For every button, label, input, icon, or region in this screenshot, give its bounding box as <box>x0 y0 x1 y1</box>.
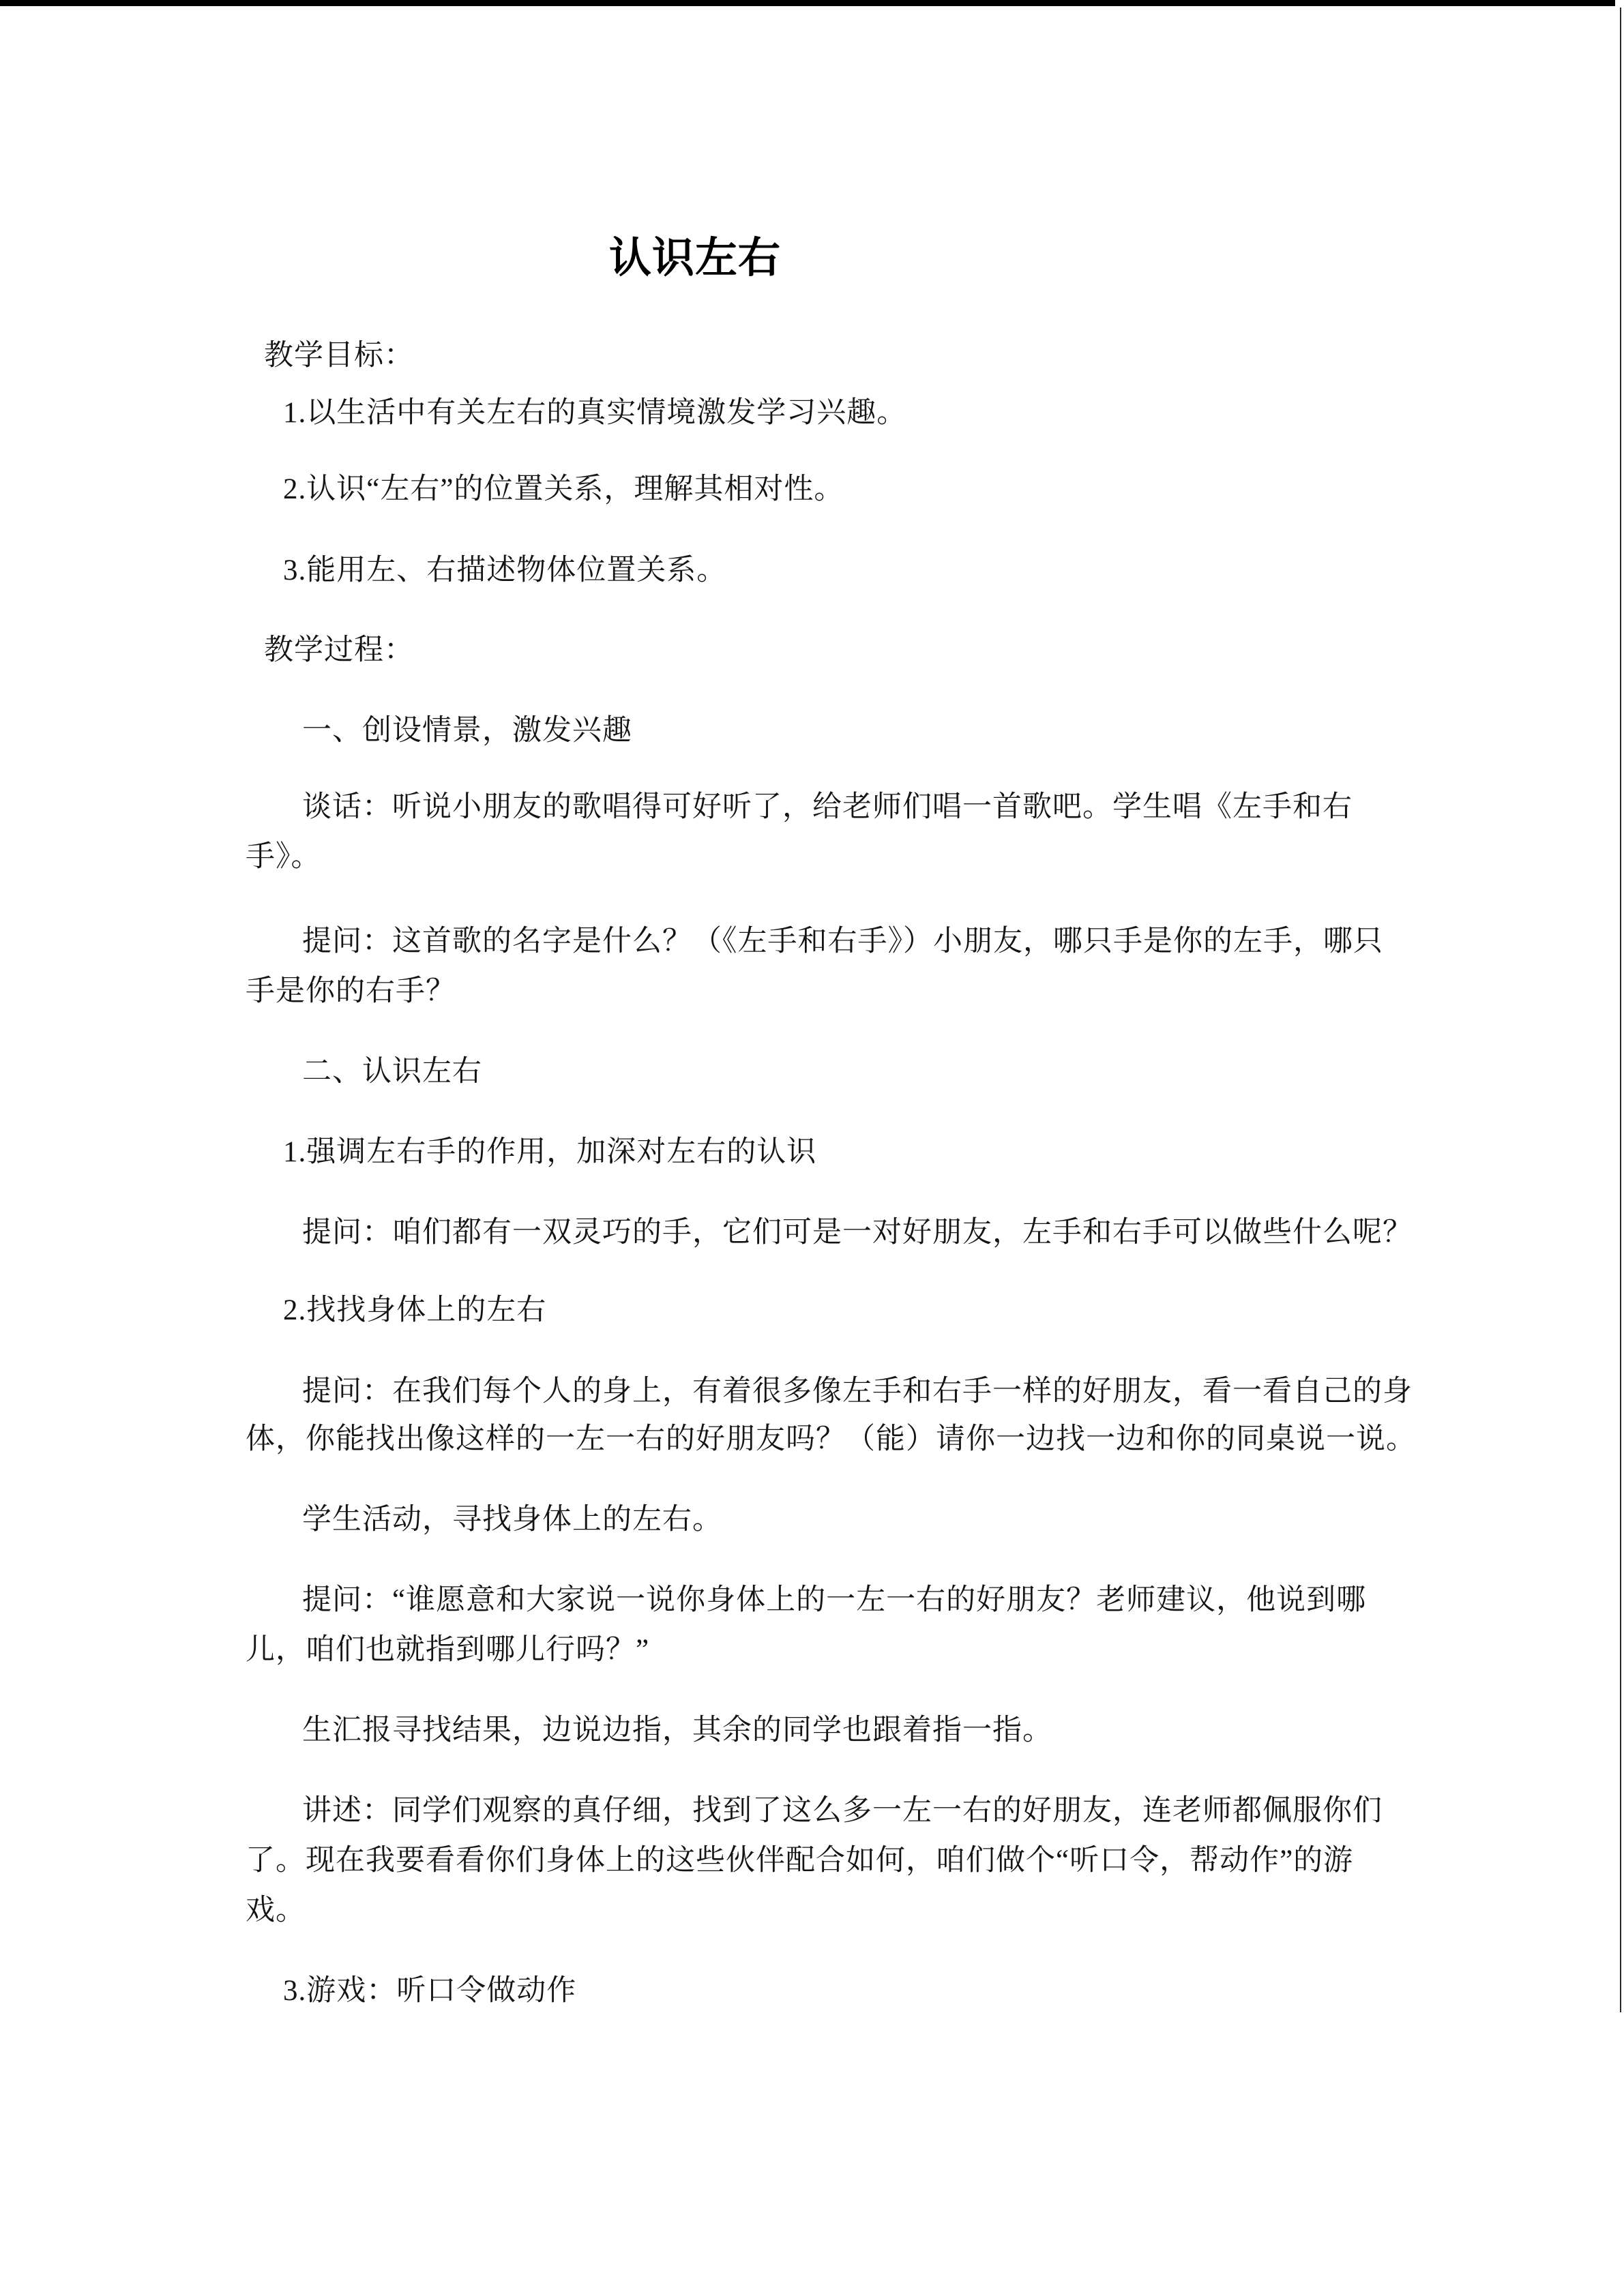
document-title: 认识左右 <box>608 235 782 282</box>
paragraph-line: 体，你能找出像这样的一左一右的好朋友吗？（能）请你一边找一边和你的同桌说一说。 <box>246 1423 1416 1455</box>
paragraph-line: 学生活动，寻找身体上的左右。 <box>302 1504 722 1536</box>
page-edge-line <box>1620 8 1621 2012</box>
paragraph-line: 提问：这首歌的名字是什么？（《左手和右手》）小朋友，哪只手是你的左手，哪只 <box>302 925 1383 957</box>
paragraph-line: 教学过程： <box>264 634 414 666</box>
paragraph-line: 3.能用左、右描述物体位置关系。 <box>283 554 727 586</box>
paragraph-line: 提问：在我们每个人的身上，有着很多像左手和右手一样的好朋友，看一看自己的身 <box>302 1375 1413 1407</box>
paragraph-line: 手》。 <box>246 841 321 873</box>
paragraph-line: 讲述：同学们观察的真仔细，找到了这么多一左一右的好朋友，连老师都佩服你们 <box>302 1795 1383 1827</box>
paragraph-line: 3.游戏：听口令做动作 <box>283 1975 577 2007</box>
paragraph-line: 2.认识“左右”的位置关系，理解其相对性。 <box>283 473 844 505</box>
paragraph-line: 手是你的右手？ <box>246 975 456 1007</box>
paragraph-line: 1.以生活中有关左右的真实情境激发学习兴趣。 <box>283 397 907 429</box>
paragraph-line: 戏。 <box>246 1894 306 1926</box>
paragraph-line: 二、认识左右 <box>302 1056 482 1088</box>
paragraph-line: 谈话：听说小朋友的歌唱得可好听了，给老师们唱一首歌吧。学生唱《左手和右 <box>302 791 1353 823</box>
paragraph-line: 一、创设情景，激发兴趣 <box>302 715 632 747</box>
paragraph-line: 儿，咱们也就指到哪儿行吗？” <box>246 1634 650 1666</box>
top-border-bar <box>0 0 1615 6</box>
paragraph-line: 2.找找身体上的左右 <box>283 1294 547 1326</box>
paragraph-line: 1.强调左右手的作用，加深对左右的认识 <box>283 1136 817 1168</box>
paragraph-line: 提问：咱们都有一双灵巧的手，它们可是一对好朋友，左手和右手可以做些什么呢？ <box>302 1217 1413 1249</box>
paragraph-line: 教学目标： <box>264 340 414 372</box>
paragraph-line: 提问：“谁愿意和大家说一说你身体上的一左一右的好朋友？老师建议，他说到哪 <box>302 1584 1367 1616</box>
paragraph-line: 了。现在我要看看你们身体上的这些伙伴配合如何，咱们做个“听口令，帮动作”的游 <box>246 1845 1354 1877</box>
paragraph-line: 生汇报寻找结果，边说边指，其余的同学也跟着指一指。 <box>302 1714 1052 1746</box>
